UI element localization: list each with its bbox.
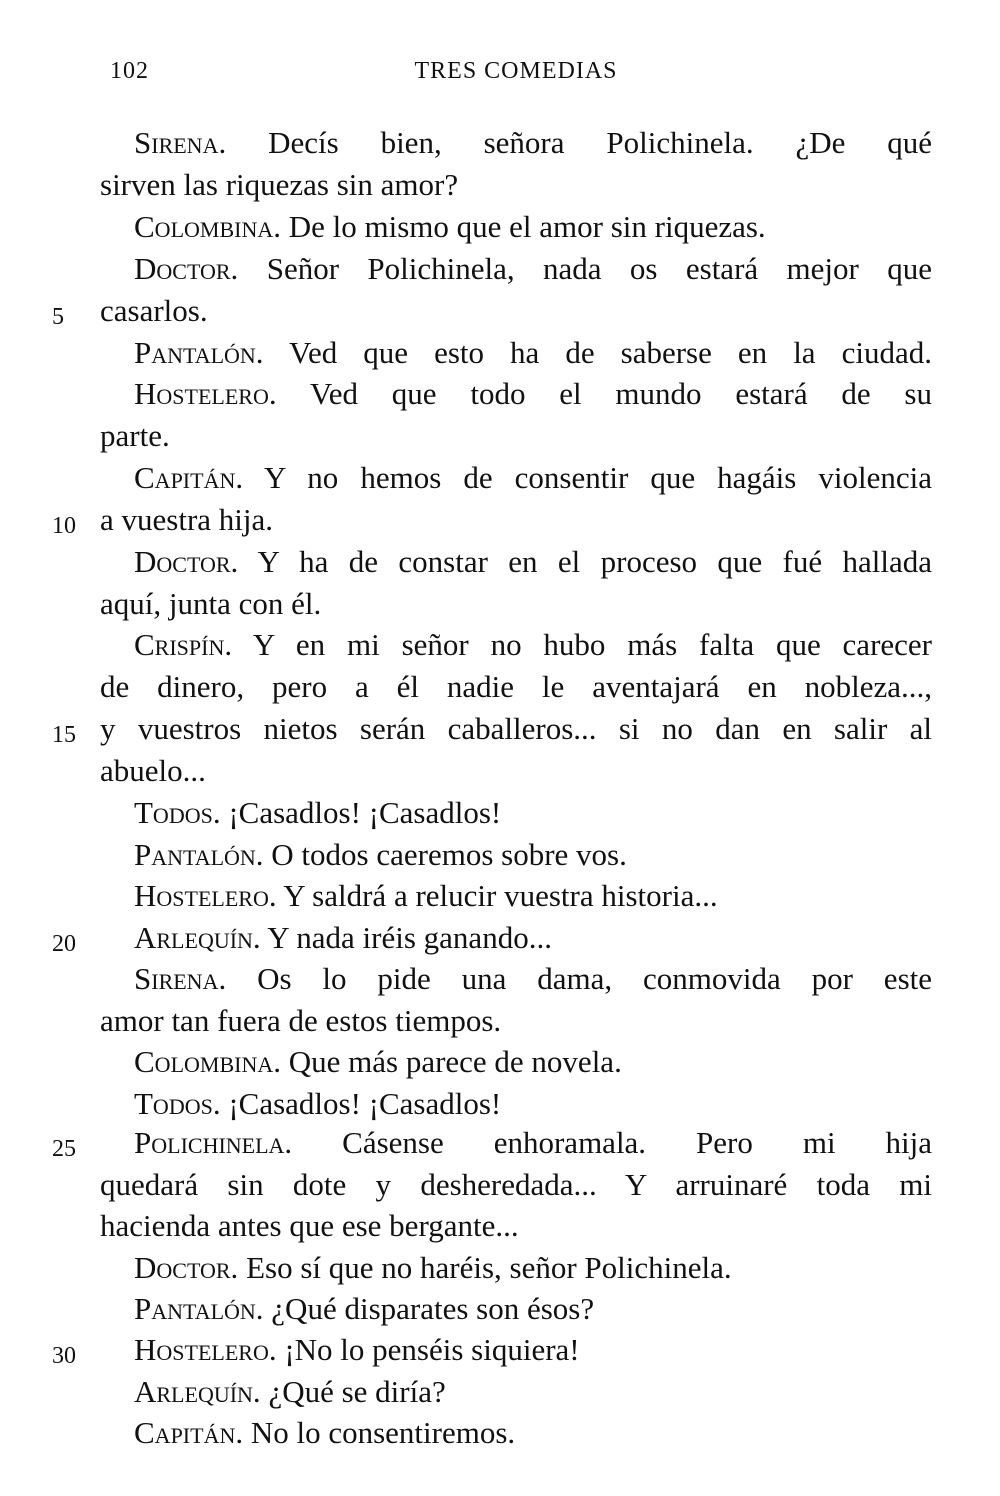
speaker-name: Todos. <box>134 1086 221 1121</box>
speaker-name: Pantalón. <box>134 1291 264 1326</box>
text-line <box>52 917 932 959</box>
dialogue-text: Ved que esto ha de saberse en la ciudad. <box>289 335 932 370</box>
speaker-name: Arlequín. <box>134 1374 261 1409</box>
text-line <box>100 875 932 917</box>
dialogue-text: ¡Casadlos! ¡Casadlos! <box>228 1086 502 1121</box>
text-line <box>100 1247 932 1289</box>
dialogue-text: Y no hemos de consentir que hagáis violencia <box>264 460 932 495</box>
dialogue-text: Eso sí que no haréis, señor Polichinela. <box>246 1250 732 1285</box>
line-number: 5 <box>52 304 64 330</box>
line-number: 15 <box>52 722 76 748</box>
text-line <box>100 583 932 625</box>
dialogue-text: ¿Qué disparates son ésos? <box>271 1291 595 1326</box>
text-line <box>52 499 932 541</box>
dialogue-text: O todos caeremos sobre vos. <box>271 837 627 872</box>
speaker-name: Capitán. <box>134 460 244 495</box>
speaker-name: Colombina. <box>134 209 281 244</box>
dialogue-text: No lo consentiremos. <box>250 1415 516 1450</box>
dialogue-text: hacienda antes que ese bergante... <box>100 1208 519 1243</box>
dialogue-text: abuelo... <box>100 753 206 788</box>
text-line <box>100 1041 932 1083</box>
text-line <box>100 958 932 1000</box>
dialogue-text: Y saldrá a relucir vuestra historia... <box>283 878 718 913</box>
text-line <box>100 164 932 206</box>
speaker-name: Polichinela. <box>134 1125 293 1160</box>
speaker-name: Crispín. <box>134 627 233 662</box>
text-line <box>100 415 932 457</box>
dialogue-text: ¡Casadlos! ¡Casadlos! <box>228 795 502 830</box>
dialogue-text: parte. <box>100 418 170 453</box>
dialogue-text: quedará sin dote y desheredada... Y arruinaré toda mi <box>100 1167 932 1202</box>
text-line <box>100 750 932 792</box>
dialogue-text: de dinero, pero a él nadie le aventajará en nobleza..., <box>100 669 932 704</box>
page-header <box>100 58 932 94</box>
line-number: 30 <box>52 1343 76 1369</box>
text-line <box>100 206 932 248</box>
text-line <box>100 1371 932 1413</box>
running-title: TRES COMEDIAS <box>414 58 618 84</box>
speaker-name: Colombina. <box>134 1044 281 1079</box>
text-line <box>100 122 932 164</box>
text-line <box>100 373 932 415</box>
speaker-name: Doctor. <box>134 544 239 579</box>
dialogue-text: sirven las riquezas sin amor? <box>100 167 459 202</box>
dialogue-text: a vuestra hija. <box>100 502 274 537</box>
dialogue-text: Señor Polichinela, nada os estará mejor que <box>266 251 932 286</box>
speaker-name: Hostelero. <box>134 1332 277 1367</box>
text-line <box>100 332 932 374</box>
dialogue-text: Ved que todo el mundo estará de su <box>309 376 932 411</box>
dialogue-text: ¿Qué se diría? <box>268 1374 446 1409</box>
speaker-name: Capitán. <box>134 1415 244 1450</box>
dialogue-text: y vuestros nietos serán caballeros... si no dan en salir al <box>100 711 932 746</box>
dialogue-text: casarlos. <box>100 293 208 328</box>
text-line <box>100 1000 932 1042</box>
line-number: 10 <box>52 513 76 539</box>
speaker-name: Sirena. <box>134 125 227 160</box>
speaker-name: Doctor. <box>134 251 239 286</box>
dialogue-text: Os lo pide una dama, conmovida por este <box>257 961 933 996</box>
text-line <box>100 541 932 583</box>
dialogue-text: Y ha de constar en el proceso que fué hallada <box>257 544 932 579</box>
dialogue-text: Decís bien, señora Polichinela. ¿De qué <box>268 125 933 160</box>
speaker-name: Sirena. <box>134 961 227 996</box>
line-number: 20 <box>52 931 76 957</box>
dialogue-text: Cásense enhoramala. Pero mi hija <box>342 1125 933 1160</box>
text-line <box>100 624 932 666</box>
dialogue-text: aquí, junta con él. <box>100 586 322 621</box>
dialogue-text: Que más parece de novela. <box>288 1044 622 1079</box>
text-line <box>100 834 932 876</box>
speaker-name: Arlequín. <box>134 920 261 955</box>
text-line <box>52 708 932 750</box>
text-line <box>100 1288 932 1330</box>
text-line <box>52 1122 933 1164</box>
text-line <box>100 792 932 834</box>
text-line <box>100 1083 932 1125</box>
text-line <box>100 457 932 499</box>
dialogue-text: amor tan fuera de estos tiempos. <box>100 1003 502 1038</box>
speaker-name: Pantalón. <box>134 837 264 872</box>
text-line <box>100 1164 932 1206</box>
speaker-name: Todos. <box>134 795 221 830</box>
speaker-name: Pantalón. <box>134 335 264 370</box>
dialogue-text: ¡No lo penséis siquiera! <box>284 1332 580 1367</box>
page-number: 102 <box>110 58 149 84</box>
text-line <box>52 1329 932 1371</box>
text-line <box>100 666 932 708</box>
dialogue-text: De lo mismo que el amor sin riquezas. <box>288 209 766 244</box>
speaker-name: Hostelero. <box>134 878 277 913</box>
dialogue-text: Y nada iréis ganando... <box>267 920 552 955</box>
text-line <box>100 1205 932 1247</box>
text-line <box>100 1412 932 1454</box>
text-line <box>100 248 932 290</box>
line-number: 25 <box>52 1136 76 1162</box>
speaker-name: Doctor. <box>134 1250 239 1285</box>
speaker-name: Hostelero. <box>134 376 277 411</box>
text-line <box>52 290 932 332</box>
dialogue-text: Y en mi señor no hubo más falta que carecer <box>252 627 932 662</box>
